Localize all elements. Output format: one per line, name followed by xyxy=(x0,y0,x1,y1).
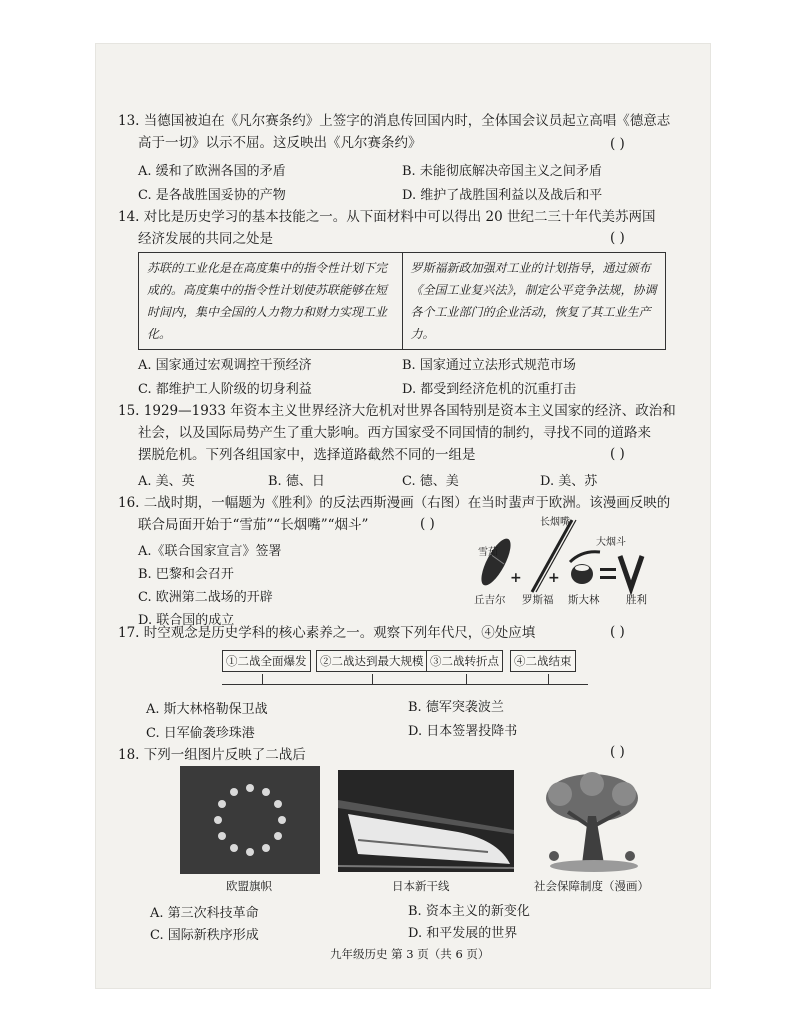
eu-flag-image xyxy=(180,766,320,874)
q18-answer-paren: ( ) xyxy=(610,744,625,760)
q13-option-d: D. 维护了战胜国利益以及战后和平 xyxy=(402,188,603,203)
q17-option-b: B. 德军突袭波兰 xyxy=(408,700,504,715)
q18-option-d: D. 和平发展的世界 xyxy=(408,926,518,941)
q16-answer-paren: ( ) xyxy=(420,516,435,532)
q15-stem-line3: 摆脱危机。下列各组国家中，选择道路截然不同的一组是 xyxy=(138,447,476,463)
q14-option-d: D. 都受到经济危机的沉重打击 xyxy=(402,382,577,397)
svg-text:+: + xyxy=(510,570,522,586)
shinkansen-drawing xyxy=(338,770,514,872)
timeline-tick xyxy=(372,674,373,684)
q14-answer-paren: ( ) xyxy=(610,230,625,246)
svg-text:+: + xyxy=(548,570,560,586)
timeline-item-3: ③二战转折点 xyxy=(426,650,503,672)
q17-timeline xyxy=(222,650,588,690)
q16-option-b: B. 巴黎和会召开 xyxy=(138,567,234,582)
q15-option-c: C. 德、美 xyxy=(402,474,459,489)
tree-icon xyxy=(530,768,660,874)
q15-option-b: B. 德、日 xyxy=(268,474,325,489)
page-footer: 九年级历史 第 3 页（共 6 页） xyxy=(330,947,490,961)
q16-option-d: D. 联合国的成立 xyxy=(138,613,235,628)
q15-stem-line2: 社会，以及国际局势产生了重大影响。西方国家受不同国情的制约，寻找不同的道路来 xyxy=(138,425,651,441)
q15-option-d: D. 美、苏 xyxy=(540,474,598,489)
q14-material-usa: 罗斯福新政加强对工业的计划指导，通过颁布《全国工业复兴法》，制定公平竞争法规，协调各个工业部门的企业活动，恢复了其工业生产力。 xyxy=(402,253,666,349)
q14-material-table xyxy=(138,252,666,350)
q15-answer-paren: ( ) xyxy=(610,446,625,462)
q13-option-b: B. 未能彻底解决帝国主义之间矛盾 xyxy=(402,164,602,179)
caption-social-security: 社会保障制度（漫画） xyxy=(534,879,649,893)
q13-stem-line2: 高于一切》以示不屈。这反映出《凡尔赛条约》 xyxy=(138,135,422,151)
eu-flag-stars xyxy=(180,766,320,874)
q13-option-a: A. 缓和了欧洲各国的矛盾 xyxy=(138,164,286,179)
cartoon-name-stalin: 斯大林 xyxy=(568,594,600,606)
cartoon-name-victory: 胜利 xyxy=(626,594,647,606)
q14-option-c: C. 都维护工人阶级的切身利益 xyxy=(138,382,312,397)
caption-eu-flag: 欧盟旗帜 xyxy=(226,879,272,893)
q14-stem-line1: 14. 对比是历史学习的基本技能之一。从下面材料中可以得出 20 世纪二三十年代美苏两国 xyxy=(118,209,656,225)
q14-stem-line2: 经济发展的共同之处是 xyxy=(138,231,273,247)
q18-option-b: B. 资本主义的新变化 xyxy=(408,904,530,919)
q14-option-b: B. 国家通过立法形式规范市场 xyxy=(402,358,576,373)
q17-option-d: D. 日本签署投降书 xyxy=(408,724,518,739)
q16-option-c: C. 欧洲第二战场的开辟 xyxy=(138,590,273,605)
q17-option-c: C. 日军偷袭珍珠港 xyxy=(146,726,255,741)
q15-stem-line1: 15. 1929—1933 年资本主义世界经济大危机对世界各国特别是资本主义国家的经济、政治和 xyxy=(118,403,676,419)
q17-stem-line1: 17. 时空观念是历史学科的核心素养之一。观察下列年代尺，④处应填 xyxy=(118,625,536,641)
pipe-icon xyxy=(570,552,600,584)
timeline-item-1: ①二战全面爆发 xyxy=(222,650,311,672)
q14-option-a: A. 国家通过宏观调控干预经济 xyxy=(138,358,312,373)
q18-option-c: C. 国际新秩序形成 xyxy=(150,928,259,943)
timeline-tick xyxy=(262,674,263,684)
cartoon-name-roosevelt: 罗斯福 xyxy=(522,594,554,606)
timeline-axis xyxy=(222,684,588,685)
social-security-cartoon xyxy=(530,768,660,874)
star-icon xyxy=(214,784,286,856)
q13-option-c: C. 是各战胜国妥协的产物 xyxy=(138,188,286,203)
q17-answer-paren: ( ) xyxy=(610,624,625,640)
timeline-item-4: ④二战结束 xyxy=(510,650,576,672)
cartoon-label-cigar: 雪茄 xyxy=(478,547,498,558)
q13-stem-line1: 13. 当德国被迫在《凡尔赛条约》上签字的消息传回国内时，全体国会议员起立高唱《德意志 xyxy=(118,113,671,129)
shinkansen-image xyxy=(338,770,514,872)
q16-stem-line2: 联合局面开始于“雪茄”“长烟嘴”“烟斗” xyxy=(138,517,369,533)
victory-v-icon xyxy=(620,556,642,588)
cartoon-name-churchill: 丘吉尔 xyxy=(474,594,506,606)
q16-stem-line1: 16. 二战时期，一幅题为《胜利》的反法西斯漫画（右图）在当时蜚声于欧洲。该漫画反映的 xyxy=(118,495,671,511)
q18-option-a: A. 第三次科技革命 xyxy=(150,906,259,921)
q13-answer-paren: ( ) xyxy=(610,136,625,152)
timeline-tick xyxy=(466,674,467,684)
timeline-item-2: ②二战达到最大规模 xyxy=(316,650,428,672)
q18-stem-line1: 18. 下列一组图片反映了二战后 xyxy=(118,747,306,763)
cartoon-label-holder: 长烟嘴 xyxy=(540,517,570,528)
caption-shinkansen: 日本新干线 xyxy=(392,879,450,893)
q14-material-ussr: 苏联的工业化是在高度集中的指令性计划下完成的。高度集中的指令性计划使苏联能够在短时间内，集中全国的人力物力和财力实现工业化。 xyxy=(147,261,388,341)
q16-option-a: A.《联合国家宣言》签署 xyxy=(138,544,282,559)
q17-option-a: A. 斯大林格勒保卫战 xyxy=(146,702,268,717)
timeline-tick xyxy=(548,674,549,684)
q15-option-a: A. 美、英 xyxy=(138,474,195,489)
train-icon xyxy=(348,814,510,864)
cartoon-label-pipe: 大烟斗 xyxy=(596,537,626,548)
